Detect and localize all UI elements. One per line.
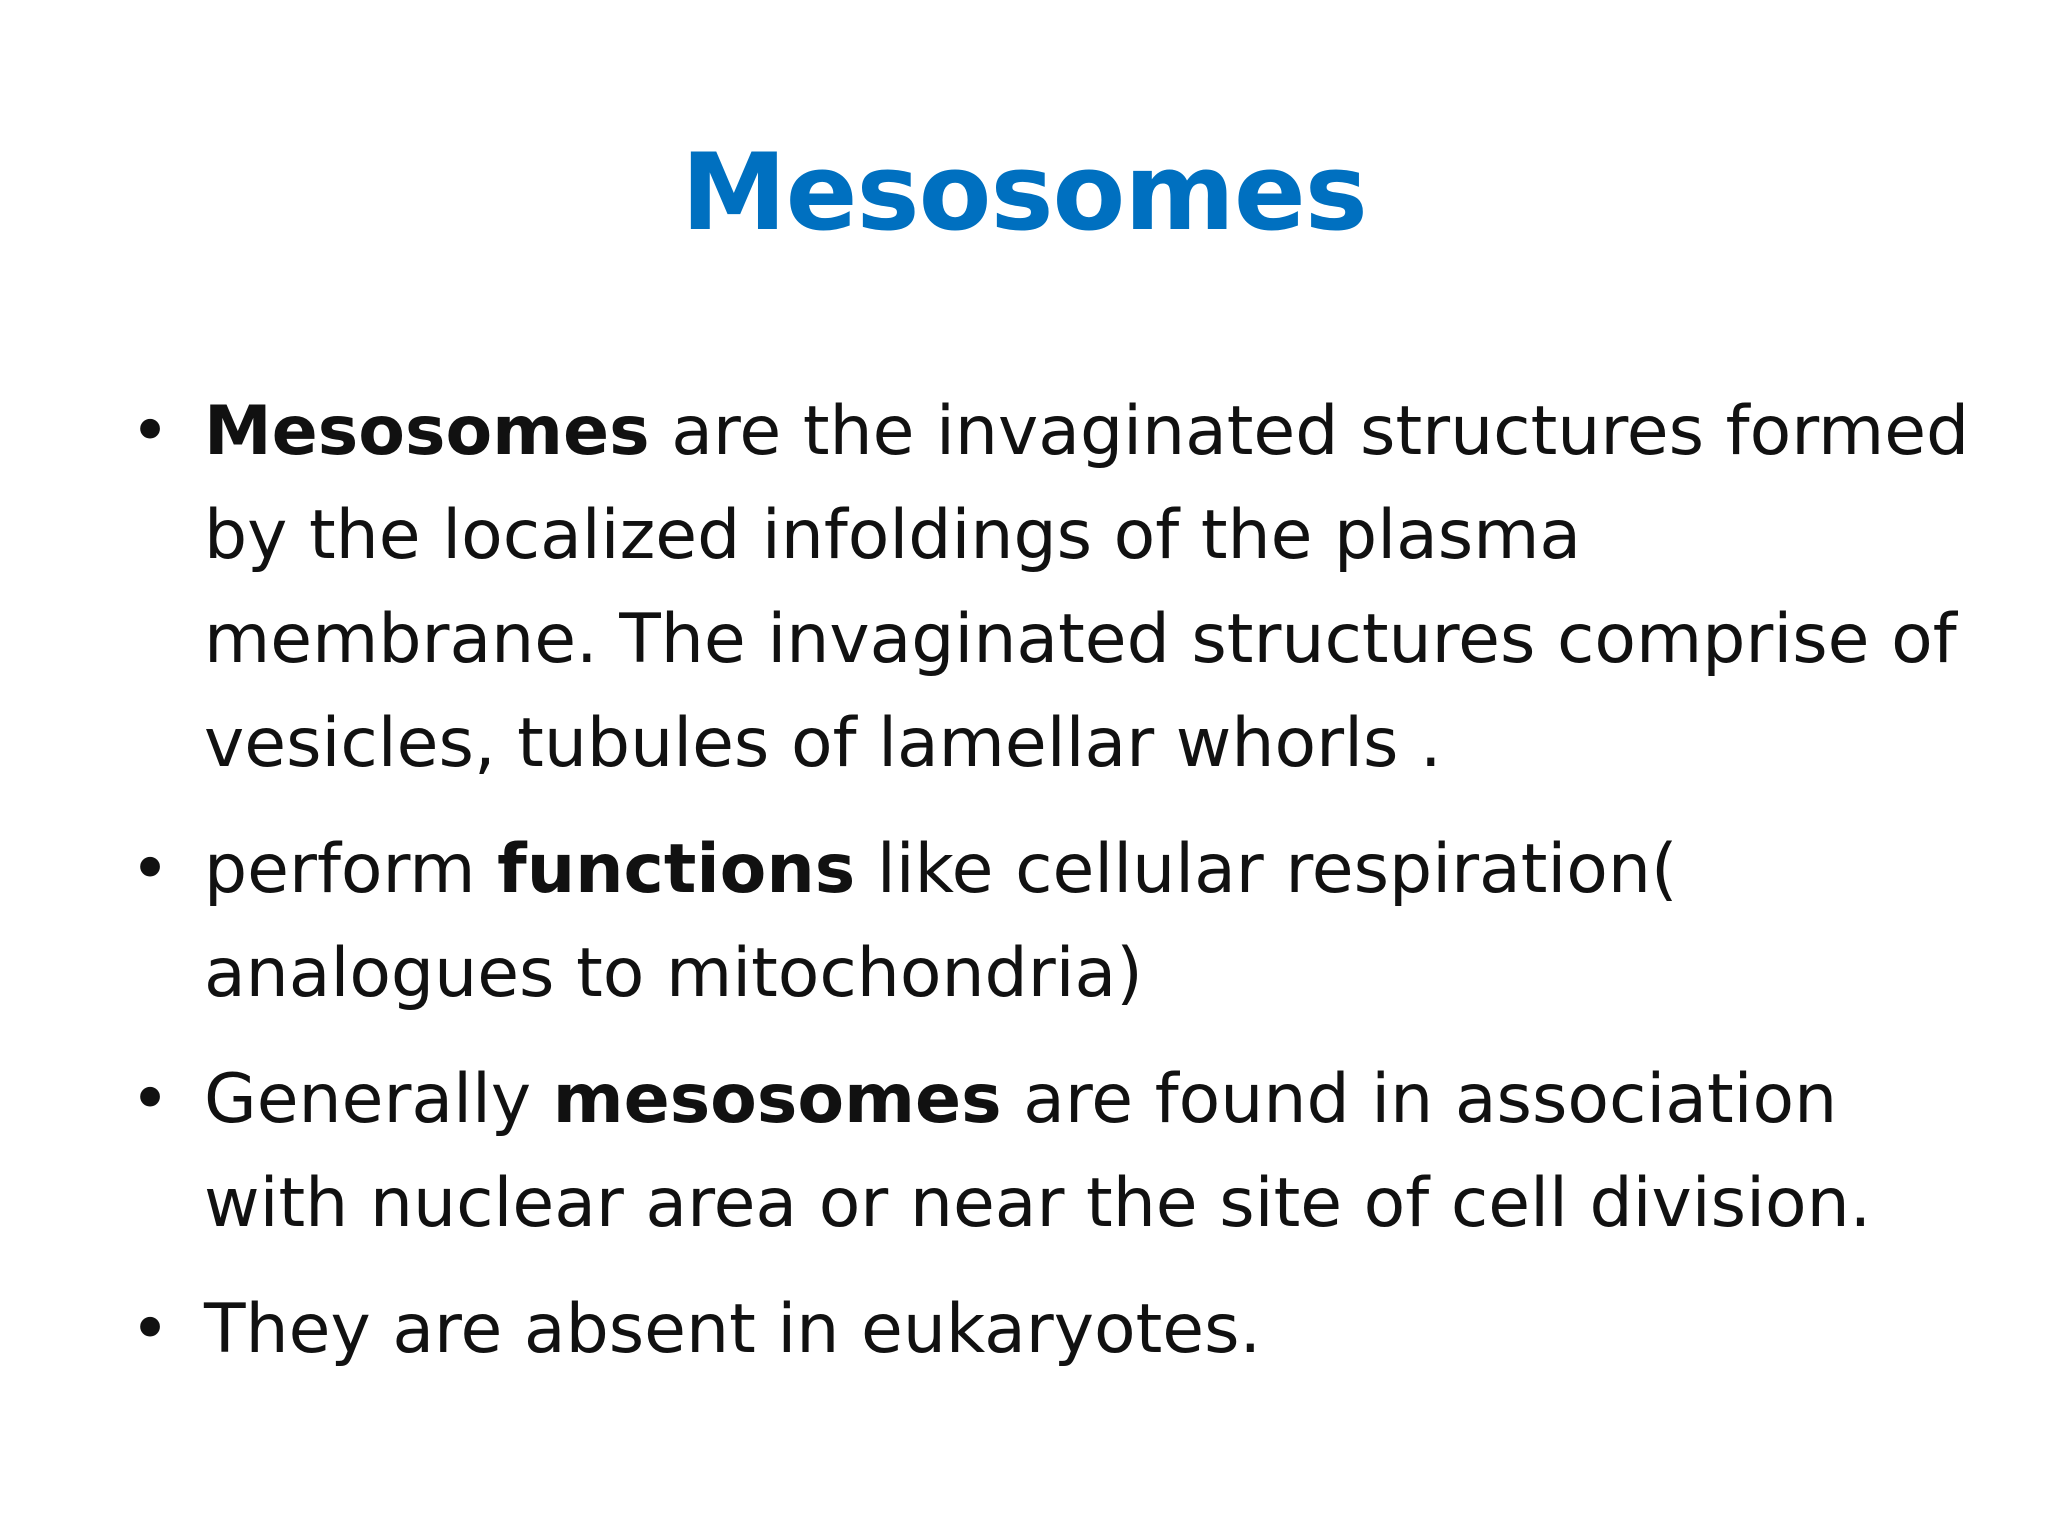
bullet-text-before: They are absent in eukaryotes. — [204, 1290, 1262, 1369]
bullet-icon: • — [130, 1290, 171, 1369]
bullet-text-before: Generally — [204, 1060, 553, 1139]
bullet-icon: • — [130, 392, 171, 471]
bullet-item — [122, 1048, 1982, 1256]
bullet-text-before: perform — [204, 830, 498, 909]
bullet-item — [122, 1278, 1982, 1382]
bullet-item — [122, 380, 1982, 796]
bullet-text-after: like cellular respiration( analogues to mitochondria) — [204, 830, 1678, 1013]
bullet-text-after: are found in association with nuclear area or near the site of cell division. — [204, 1060, 1872, 1243]
bullet-text-after: are the invaginated structures formed by the localized infoldings of the plasma membrane. The invaginated structures comprise of vesicles, tubules of lamellar whorls . — [204, 392, 1970, 783]
bullet-icon: • — [130, 830, 171, 909]
bullet-text-bold: mesosomes — [552, 1060, 1002, 1139]
bullet-item — [122, 818, 1982, 1026]
bullet-text-bold: functions — [497, 830, 856, 909]
bullet-list — [122, 380, 1982, 1404]
bullet-icon: • — [130, 1060, 171, 1139]
slide-title: Mesosomes — [681, 131, 1367, 254]
bullet-text-bold: Mesosomes — [204, 392, 650, 471]
